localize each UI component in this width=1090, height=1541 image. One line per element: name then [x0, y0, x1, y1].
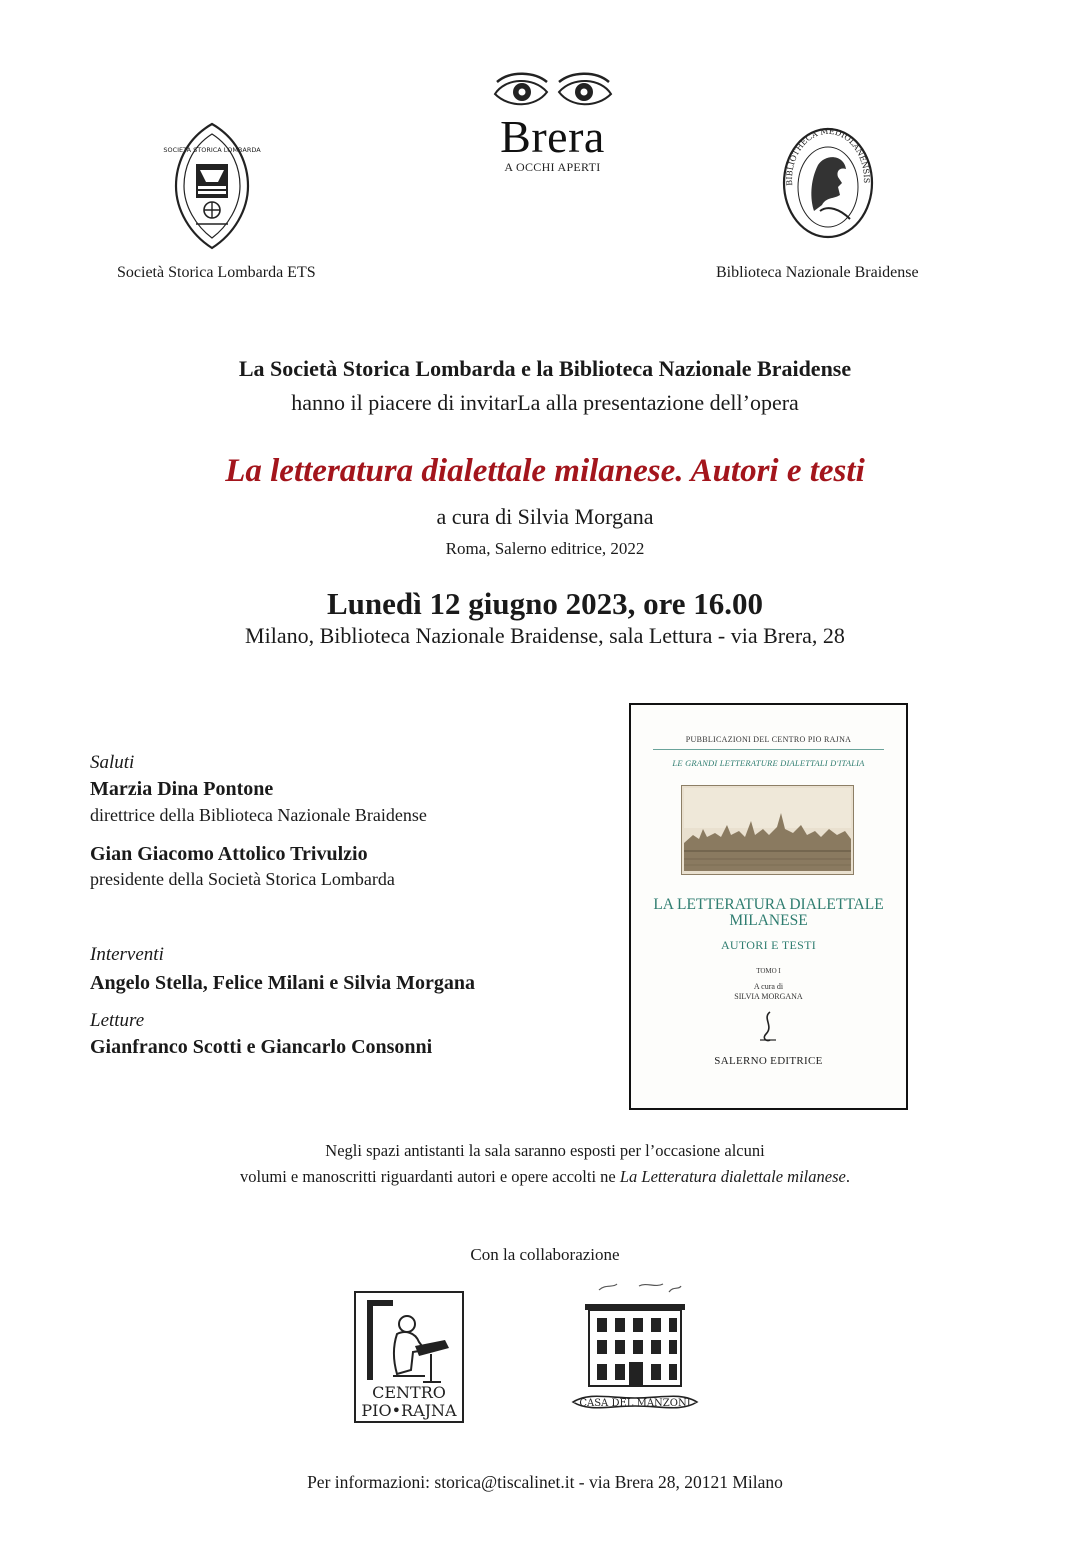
societa-storica-logo [163, 122, 261, 250]
svg-text:PIO•RAJNA: PIO•RAJNA [361, 1401, 457, 1420]
scribe-at-desk-icon [353, 1290, 465, 1424]
cover-acura-line1: A cura di [753, 982, 784, 991]
publisher-mark-icon [756, 1010, 780, 1046]
centro-pio-rajna-logo [353, 1290, 465, 1424]
note-prefix: volumi e manoscritti riguardanti autori e opere accolti ne [240, 1167, 620, 1186]
casa-del-manzoni-logo [569, 1280, 701, 1420]
svg-text:CASA DEL MANZONI: CASA DEL MANZONI [579, 1398, 691, 1409]
brera-logo [490, 72, 615, 182]
speaker2-name: Gian Giacomo Attolico Trivulzio [90, 843, 368, 865]
milan-engraving-icon [681, 785, 854, 875]
cover-title-line2: MILANESE [729, 912, 808, 929]
eyes-icon [493, 72, 613, 114]
exhibition-note-line1: Negli spazi antistanti la sala saranno esposti per l’occasione alcuni [325, 1141, 765, 1160]
editor-line: a cura di Silvia Morgana [436, 504, 654, 529]
letture-names: Gianfranco Scotti e Giancarlo Consonni [90, 1036, 433, 1058]
cover-title-line1: LA LETTERATURA DIALETTALE [653, 896, 884, 913]
interventi-label: Interventi [90, 944, 164, 965]
exhibition-note-line2 [0, 1167, 1090, 1187]
cover-subtitle: AUTORI E TESTI [720, 938, 817, 952]
speaker2-role: presidente della Società Storica Lombarda [90, 869, 395, 889]
collaboration-label: Con la collaborazione [470, 1245, 620, 1264]
letture-label: Letture [90, 1010, 145, 1031]
svg-text:BIBLIOTHECA MEDIOLANENSIS: BIBLIOTHECA MEDIOLANENSIS [784, 126, 872, 187]
svg-text:CENTRO: CENTRO [372, 1383, 446, 1402]
invite-line: hanno il piacere di invitarLa alla presentazione dell’opera [291, 390, 799, 415]
caption-societa-storica: Società Storica Lombarda ETS [117, 264, 316, 281]
publication-line: Roma, Salerno editrice, 2022 [445, 539, 645, 558]
society-seal-icon [163, 122, 261, 250]
speaker1-role: direttrice della Biblioteca Nazionale Braidense [90, 805, 427, 825]
book-cover-image [629, 703, 908, 1110]
cover-acura-line2: SILVIA MORGANA [734, 992, 803, 1001]
cover-series: PUBBLICAZIONI DEL CENTRO PIO RAJNA [685, 735, 852, 744]
cover-rule [653, 749, 884, 750]
note-italic-title: La Letteratura dialettale milanese [619, 1167, 846, 1186]
event-date: Lunedì 12 giugno 2023, ore 16.00 [326, 586, 764, 621]
biblioteca-logo [780, 125, 876, 241]
library-medallion-icon [780, 125, 876, 241]
brera-tagline: A OCCHI APERTI [504, 160, 601, 174]
note-suffix: . [845, 1167, 850, 1186]
cover-editor [631, 982, 906, 1002]
cover-title [631, 897, 906, 929]
speaker1-name: Marzia Dina Pontone [90, 778, 274, 800]
hosts-line: La Società Storica Lombarda e la Biblioteca Nazionale Braidense [238, 356, 852, 381]
brera-wordmark: Brera [500, 111, 605, 162]
cover-volume: TOMO I [756, 967, 781, 975]
event-venue: Milano, Biblioteca Nazionale Braidense, sala Lettura - via Brera, 28 [245, 623, 845, 648]
palazzo-facade-icon [569, 1280, 701, 1420]
interventi-names: Angelo Stella, Felice Milani e Silvia Morgana [90, 972, 475, 994]
cover-publisher: SALERNO EDITRICE [714, 1055, 823, 1067]
footer-info: Per informazioni: storica@tiscalinet.it - via Brera 28, 20121 Milano [307, 1472, 783, 1492]
cover-collection: LE GRANDI LETTERATURE DIALETTALI D'ITALIA [672, 758, 865, 768]
svg-text:SOCIETÀ STORICA LOMBARDA: SOCIETÀ STORICA LOMBARDA [163, 146, 261, 154]
saluti-label: Saluti [90, 752, 135, 773]
caption-biblioteca: Biblioteca Nazionale Braidense [716, 264, 919, 281]
book-title: La letteratura dialettale milanese. Autori e testi [225, 453, 865, 489]
